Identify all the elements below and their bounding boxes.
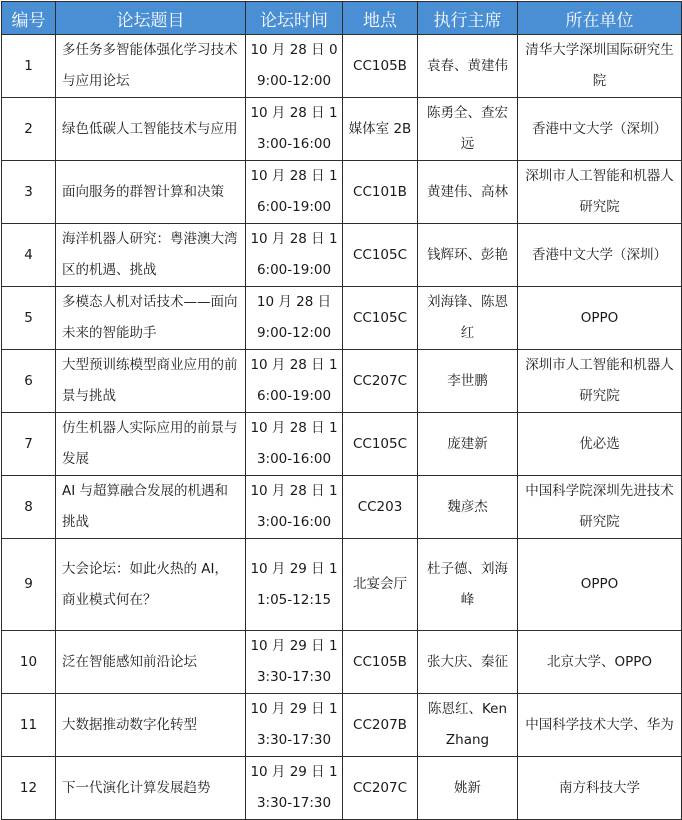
header-title: 论坛题目 [56,2,246,35]
table-row [2,757,682,820]
forum-time: 10 月 29 日 11:05-12:15 [246,539,343,631]
forum-title: 面向服务的群智计算和决策 [56,161,246,224]
row-number: 8 [2,476,56,539]
row-number: 7 [2,413,56,476]
forum-place: CC207C [343,757,418,820]
forum-title: 多模态人机对话技术——面向未来的智能助手 [56,287,246,350]
forum-unit: 深圳市人工智能和机器人研究院 [518,161,682,224]
table-row [2,631,682,694]
forum-unit: 深圳市人工智能和机器人研究院 [518,350,682,413]
forum-time: 10 月 28 日 13:00-16:00 [246,413,343,476]
forum-chair: 张大庆、秦征 [418,631,518,694]
forum-title: 下一代演化计算发展趋势 [56,757,246,820]
forum-title: 大型预训练模型商业应用的前景与挑战 [56,350,246,413]
forum-title: AI 与超算融合发展的机遇和挑战 [56,476,246,539]
forum-chair: 陈勇全、查宏远 [418,98,518,161]
forum-chair: 庞建新 [418,413,518,476]
forum-unit: 中国科学院深圳先进技术研究院 [518,476,682,539]
forum-place: CC207B [343,694,418,757]
row-number: 2 [2,98,56,161]
row-number: 6 [2,350,56,413]
table-row [2,350,682,413]
row-number: 1 [2,35,56,98]
forum-time: 10 月 28 日 13:00-16:00 [246,476,343,539]
forum-unit: 香港中文大学（深圳） [518,98,682,161]
forum-time: 10 月 28 日 16:00-19:00 [246,350,343,413]
forum-title: 大会论坛：如此火热的 AI，商业模式何在？ [56,539,246,631]
forum-time: 10 月 29 日 13:30-17:30 [246,757,343,820]
forum-title: 绿色低碳人工智能技术与应用 [56,98,246,161]
forum-schedule-table [1,1,682,820]
forum-time: 10 月 28 日 16:00-19:00 [246,161,343,224]
row-number: 10 [2,631,56,694]
forum-chair: 姚新 [418,757,518,820]
forum-chair: 黄建伟、高林 [418,161,518,224]
forum-place: CC105C [343,413,418,476]
forum-place: CC105C [343,287,418,350]
header-place: 地点 [343,2,418,35]
forum-unit: OPPO [518,539,682,631]
forum-chair: 杜子德、刘海峰 [418,539,518,631]
table-row [2,539,682,631]
table-row [2,35,682,98]
row-number: 11 [2,694,56,757]
forum-chair: 陈恩红、Ken Zhang [418,694,518,757]
header-unit: 所在单位 [518,2,682,35]
forum-place: CC101B [343,161,418,224]
forum-unit: 南方科技大学 [518,757,682,820]
row-number: 4 [2,224,56,287]
forum-chair: 魏彦杰 [418,476,518,539]
table-row [2,476,682,539]
forum-title: 仿生机器人实际应用的前景与发展 [56,413,246,476]
forum-time: 10 月 28 日 16:00-19:00 [246,224,343,287]
row-number: 12 [2,757,56,820]
forum-time: 10 月 28 日 13:00-16:00 [246,98,343,161]
table-row [2,413,682,476]
header-chair: 执行主席 [418,2,518,35]
table-row [2,694,682,757]
forum-unit: 优必选 [518,413,682,476]
forum-chair: 袁春、黄建伟 [418,35,518,98]
forum-place: CC105B [343,631,418,694]
header-number: 编号 [2,2,56,35]
forum-place: 北宴会厅 [343,539,418,631]
forum-time: 10 月 29 日 13:30-17:30 [246,694,343,757]
forum-time: 10 月 28 日 09:00-12:00 [246,35,343,98]
forum-title: 多任务多智能体强化学习技术与应用论坛 [56,35,246,98]
row-number: 3 [2,161,56,224]
forum-unit: 中国科学技术大学、华为 [518,694,682,757]
forum-unit: OPPO [518,287,682,350]
header-row [2,2,682,35]
forum-time: 10 月 28 日 9:00-12:00 [246,287,343,350]
forum-unit: 北京大学、OPPO [518,631,682,694]
forum-place: CC207C [343,350,418,413]
forum-unit: 香港中文大学（深圳） [518,224,682,287]
header-time: 论坛时间 [246,2,343,35]
forum-unit: 清华大学深圳国际研究生院 [518,35,682,98]
forum-place: CC105B [343,35,418,98]
table-row [2,161,682,224]
table-row [2,224,682,287]
forum-place: 媒体室 2B [343,98,418,161]
table-row [2,287,682,350]
row-number: 9 [2,539,56,631]
forum-time: 10 月 29 日 13:30-17:30 [246,631,343,694]
forum-place: CC203 [343,476,418,539]
forum-chair: 刘海锋、陈恩红 [418,287,518,350]
forum-title: 大数据推动数字化转型 [56,694,246,757]
forum-place: CC105C [343,224,418,287]
table-row [2,98,682,161]
forum-title: 海洋机器人研究：粤港澳大湾区的机遇、挑战 [56,224,246,287]
row-number: 5 [2,287,56,350]
forum-title: 泛在智能感知前沿论坛 [56,631,246,694]
forum-chair: 钱辉环、彭艳 [418,224,518,287]
forum-chair: 李世鹏 [418,350,518,413]
